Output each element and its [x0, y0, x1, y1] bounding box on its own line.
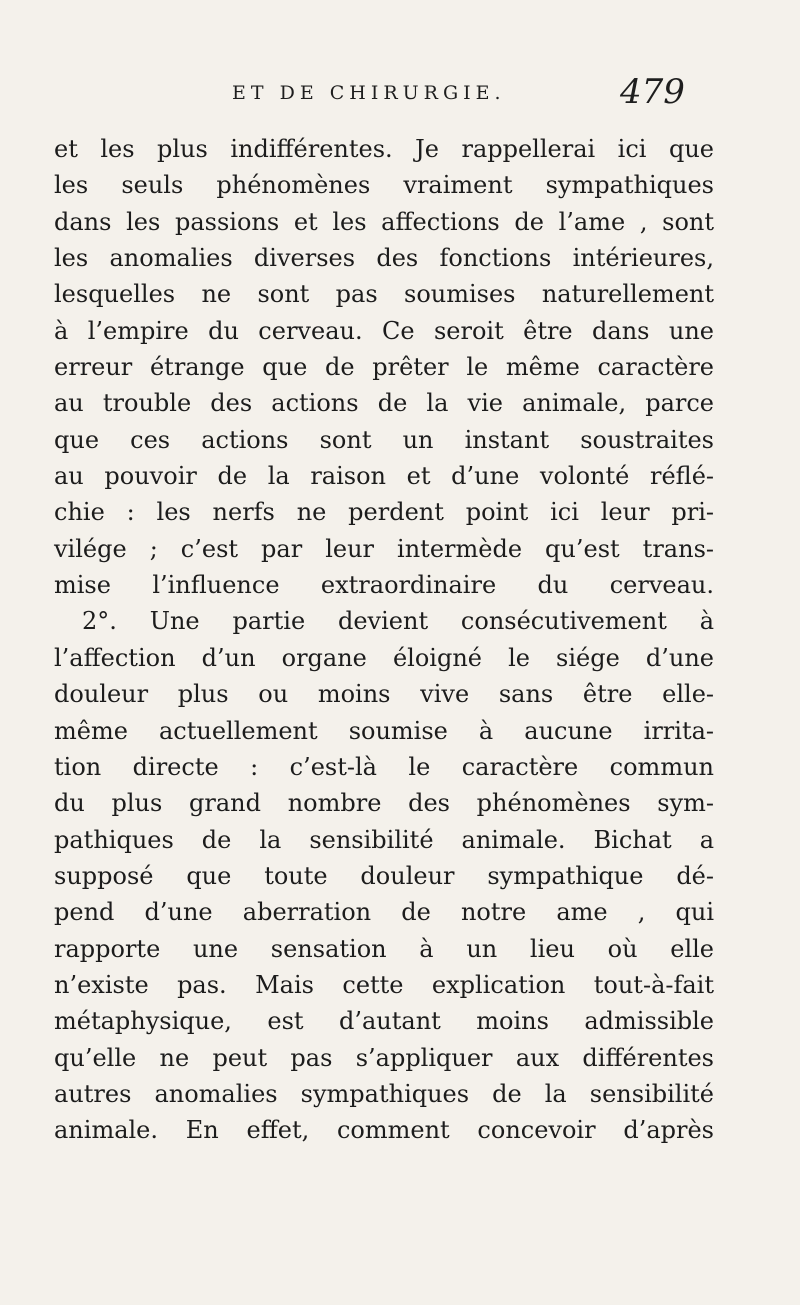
text-line: que ces actions sont un instant soustraites — [54, 425, 714, 454]
text-line: pend d’une aberration de notre ame , qui — [54, 898, 714, 927]
text-line: chie : les nerfs ne perdent point ici leur pri- — [54, 498, 714, 527]
text-line: dans les passions et les affections de l’ame , sont — [54, 207, 714, 236]
text-line: autres anomalies sympathiques de la sensibilité — [54, 1079, 714, 1108]
text-line: supposé que toute douleur sympathique dé- — [54, 861, 714, 890]
page-number: 479 — [620, 72, 685, 112]
page-header — [0, 72, 800, 112]
text-line: les seuls phénomènes vraiment sympathiques — [54, 171, 714, 200]
text-line: erreur étrange que de prêter le même caractère — [54, 353, 714, 382]
text-line: qu’elle ne peut pas s’appliquer aux différentes — [54, 1043, 714, 1072]
text-line: les anomalies diverses des fonctions intérieures, — [54, 244, 714, 273]
text-line: animale. En effet, comment concevoir d’après — [54, 1116, 714, 1145]
text-line: mise l’influence extraordinaire du cerveau. — [54, 571, 714, 600]
text-line: du plus grand nombre des phénomènes sym- — [54, 789, 714, 818]
text-line: rapporte une sensation à un lieu où elle — [54, 934, 714, 963]
text-line: douleur plus ou moins vive sans être elle- — [54, 680, 714, 709]
running-head: ET DE CHIRURGIE. — [232, 82, 506, 104]
text-line: lesquelles ne sont pas soumises naturellement — [54, 280, 714, 309]
text-line: tion directe : c’est-là le caractère commun — [54, 752, 714, 781]
text-line: et les plus indifférentes. Je rappellerai ici que — [54, 135, 714, 163]
text-line: vilége ; c’est par leur intermède qu’est trans- — [54, 534, 714, 563]
text-line: 2°. Une partie devient consécutivement à — [82, 607, 714, 636]
body-text — [54, 131, 714, 1149]
text-line: à l’empire du cerveau. Ce seroit être dans une — [54, 316, 714, 345]
text-line: au pouvoir de la raison et d’une volonté réflé- — [54, 462, 714, 491]
text-line: n’existe pas. Mais cette explication tout-à-fait — [54, 970, 714, 999]
text-line: pathiques de la sensibilité animale. Bichat a — [54, 825, 714, 854]
text-line: au trouble des actions de la vie animale, parce — [54, 389, 714, 418]
text-line: même actuellement soumise à aucune irrita- — [54, 716, 714, 745]
text-line: l’affection d’un organe éloigné le siége d’une — [54, 643, 714, 672]
text-line: métaphysique, est d’autant moins admissible — [54, 1007, 714, 1036]
